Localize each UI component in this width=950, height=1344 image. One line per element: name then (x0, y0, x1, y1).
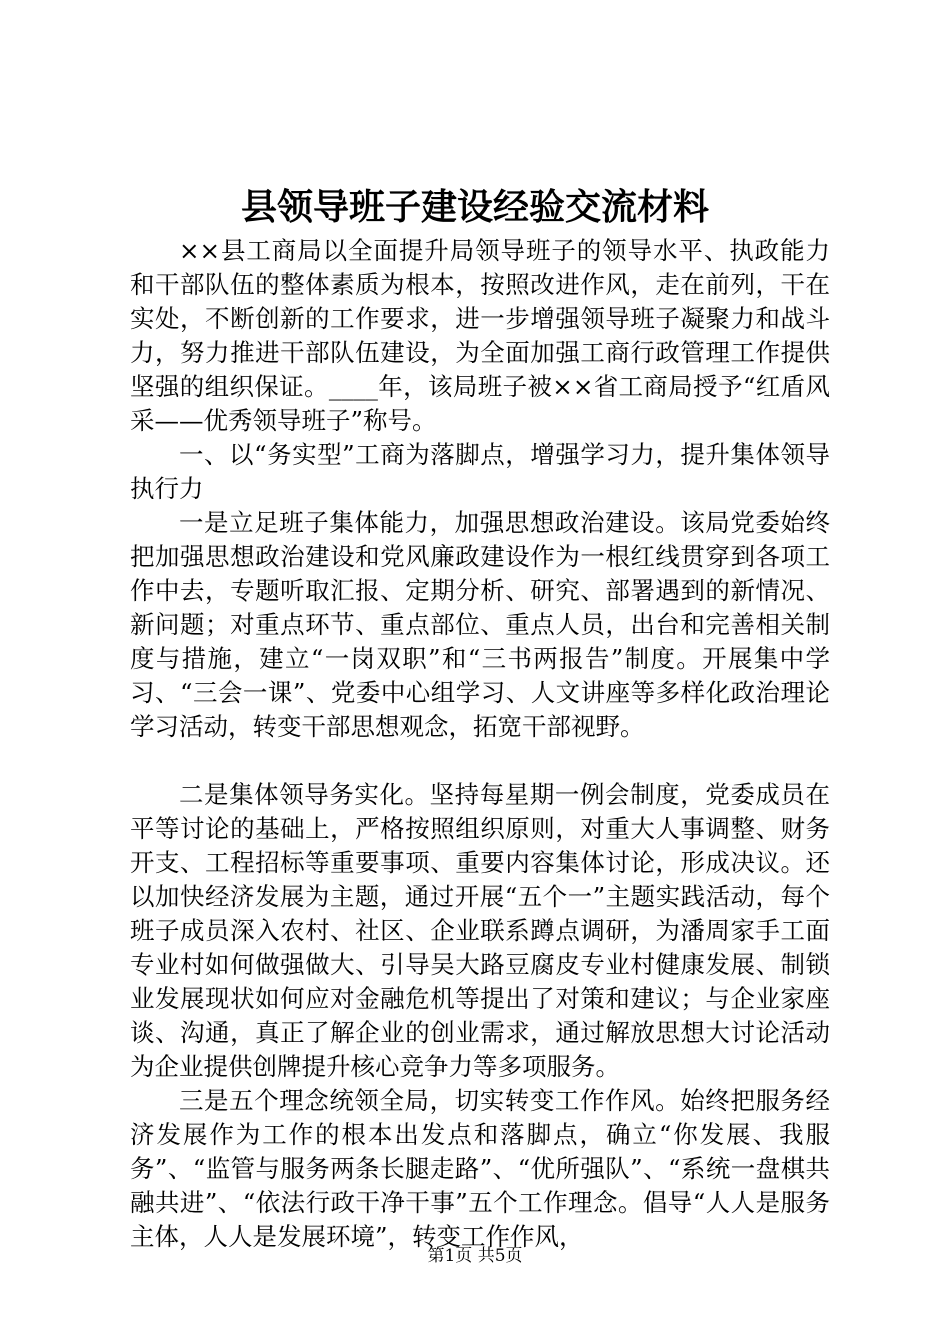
paragraph-section-heading: 一、以“务实型”工商为落脚点，增强学习力，提升集体领导执行力 (130, 440, 830, 503)
document-body (130, 234, 830, 1254)
paragraph-point-two: 二是集体领导务实化。坚持每星期一例会制度，党委成员在平等讨论的基础上，严格按照组织原则，对重大人事调整、财务开支、工程招标等重要事项、重要内容集体讨论，形成决议。还以加快经济发展为主题，通过开展“五个一”主题实践活动，每个班子成员深入农村、社区、企业联系蹲点调研，为潘周家手工面专业村如何做强做大、引导吴大路豆腐皮专业村健康发展、制锁业发展现状如何应对金融危机等提出了对策和建议；与企业家座谈、沟通，真正了解企业的创业需求，通过解放思想大讨论活动为企业提供创牌提升核心竞争力等多项服务。 (130, 780, 830, 1081)
page-number-footer: 第1页 共5页 (427, 1246, 523, 1266)
document-title: 县领导班子建设经验交流材料 (240, 186, 709, 228)
paragraph-point-one: 一是立足班子集体能力，加强思想政治建设。该局党委始终把加强思想政治建设和党风廉政建设作为一根红线贯穿到各项工作中去，专题听取汇报、定期分析、研究、部署遇到的新情况、新问题；对重点环节、重点部位、重点人员，出台和完善相关制度与措施，建立“一岗双职”和“三书两报告”制度。开展集中学习、“三会一课”、党委中心组学习、人文讲座等多样化政治理论学习活动，转变干部思想观念，拓宽干部视野。 (130, 508, 830, 741)
paragraph-point-three: 三是五个理念统领全局，切实转变工作作风。始终把服务经济发展作为工作的根本出发点和落脚点，确立“你发展、我服务”、“监管与服务两条长腿走路”、“优所强队”、“系统一盘棋共融共进”、“依法行政干净干事”五个工作理念。倡导“人人是服务主体，人人是发展环境”，转变工作作风， (130, 1086, 830, 1251)
paragraph-intro: ××县工商局以全面提升局领导班子的领导水平、执政能力和干部队伍的整体素质为根本，按照改进作风，走在前列，干在实处，不断创新的工作要求，进一步增强领导班子凝聚力和战斗力，努力推进干部队伍建设，为全面加强工商行政管理工作提供坚强的组织保证。____年，该局班子被××省工商局授予“红盾风采——优秀领导班子”称号。 (130, 236, 830, 435)
